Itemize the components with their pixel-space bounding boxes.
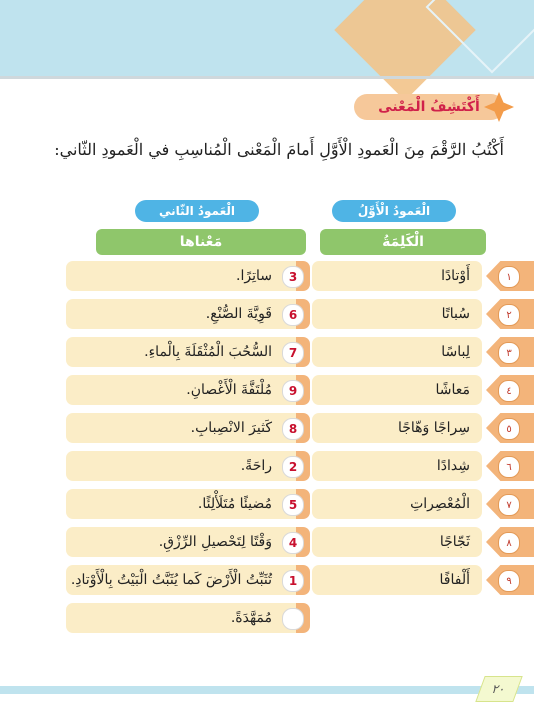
word-number: ٦ <box>498 456 520 478</box>
word-row <box>312 337 482 367</box>
meaning-row <box>66 489 306 519</box>
meaning-row <box>66 413 306 443</box>
word-text: مَعاشًا <box>435 382 470 398</box>
answer-field[interactable]: 6 <box>282 304 304 326</box>
footer-bar <box>0 686 534 694</box>
answer-field[interactable]: 7 <box>282 342 304 364</box>
answer-field[interactable]: 8 <box>282 418 304 440</box>
column-one-header: الْكَلِمَةُ <box>320 229 486 255</box>
section-title: أَكْتَشِفُ الْمَعْنى <box>378 99 480 115</box>
meaning-text: مُمَهَّدَةً. <box>230 610 272 626</box>
answer-field[interactable] <box>282 608 304 630</box>
meaning-text: ساتِرًا. <box>236 268 272 284</box>
meaning-row <box>66 565 306 595</box>
word-row <box>312 527 482 557</box>
meaning-row <box>66 299 306 329</box>
meaning-row <box>66 261 306 291</box>
word-number: ١ <box>498 266 520 288</box>
word-text: سُباتًا <box>441 306 470 322</box>
meaning-text: مُضيئًا مُتَلَأْلِئًا. <box>197 496 272 512</box>
word-number: ٨ <box>498 532 520 554</box>
page-number <box>475 676 522 702</box>
word-text: أَوْتادًا <box>441 268 470 284</box>
word-row <box>312 451 482 481</box>
answer-field[interactable]: 3 <box>282 266 304 288</box>
word-row <box>312 413 482 443</box>
column-one-title: الْعَمودُ الْأَوَّلُ <box>332 200 456 222</box>
word-text: سِراجًا وَهّاجًا <box>397 420 470 436</box>
word-number: ٥ <box>498 418 520 440</box>
column-two-header: مَعْناها <box>96 229 306 255</box>
word-number: ٩ <box>498 570 520 592</box>
answer-field[interactable]: 1 <box>282 570 304 592</box>
meaning-text: تُثَبِّتُ الْأَرْضَ كَما يُثَبَّتُ الْبَيْتُ بِالْأَوْتادِ. <box>70 572 272 588</box>
word-text: ثَجّاجًا <box>439 534 470 550</box>
exercise-instruction: أَكْتُبُ الرَّقْمَ مِنَ الْعَمودِ الْأَوَّلِ أَمامَ الْمَعْنى الْمُناسِبِ في الْعَمودِ الثّاني: <box>54 140 504 159</box>
meaning-text: راحَةً. <box>240 458 272 474</box>
word-row <box>312 565 482 595</box>
star-icon <box>484 92 514 122</box>
word-number: ٣ <box>498 342 520 364</box>
answer-field[interactable]: 4 <box>282 532 304 554</box>
meaning-text: مُلْتَفَّةَ الْأَغْصانِ. <box>186 382 272 398</box>
word-number: ٢ <box>498 304 520 326</box>
word-row <box>312 261 482 291</box>
word-number: ٤ <box>498 380 520 402</box>
word-text: لِباسًا <box>441 344 470 360</box>
word-text: أَلْفافًا <box>439 572 470 588</box>
header-divider <box>0 76 534 79</box>
word-text: شِدادًا <box>436 458 470 474</box>
word-text: الْمُعْصِراتِ <box>410 496 470 512</box>
meaning-text: كَثيرَ الانْصِبابِ. <box>190 420 272 436</box>
word-number: ٧ <box>498 494 520 516</box>
word-row <box>312 489 482 519</box>
meaning-row <box>66 527 306 557</box>
word-row <box>312 375 482 405</box>
answer-field[interactable]: 5 <box>282 494 304 516</box>
word-row <box>312 299 482 329</box>
answer-field[interactable]: 2 <box>282 456 304 478</box>
meaning-text: وَقْتًا لِتَحْصيلِ الرِّزْقِ. <box>158 534 272 550</box>
meaning-row <box>66 603 306 633</box>
answer-field[interactable]: 9 <box>282 380 304 402</box>
column-two-title: الْعَمودُ الثّاني <box>135 200 259 222</box>
meaning-text: قَوِيَّةَ الصُّنْعِ. <box>205 306 272 322</box>
meaning-row <box>66 375 306 405</box>
section-badge <box>354 94 504 120</box>
meaning-row <box>66 337 306 367</box>
page-number-text: ٢٠ <box>490 682 509 696</box>
meaning-text: السُّحُبَ الْمُثْقَلَةَ بِالْماءِ. <box>144 344 272 360</box>
meaning-row <box>66 451 306 481</box>
